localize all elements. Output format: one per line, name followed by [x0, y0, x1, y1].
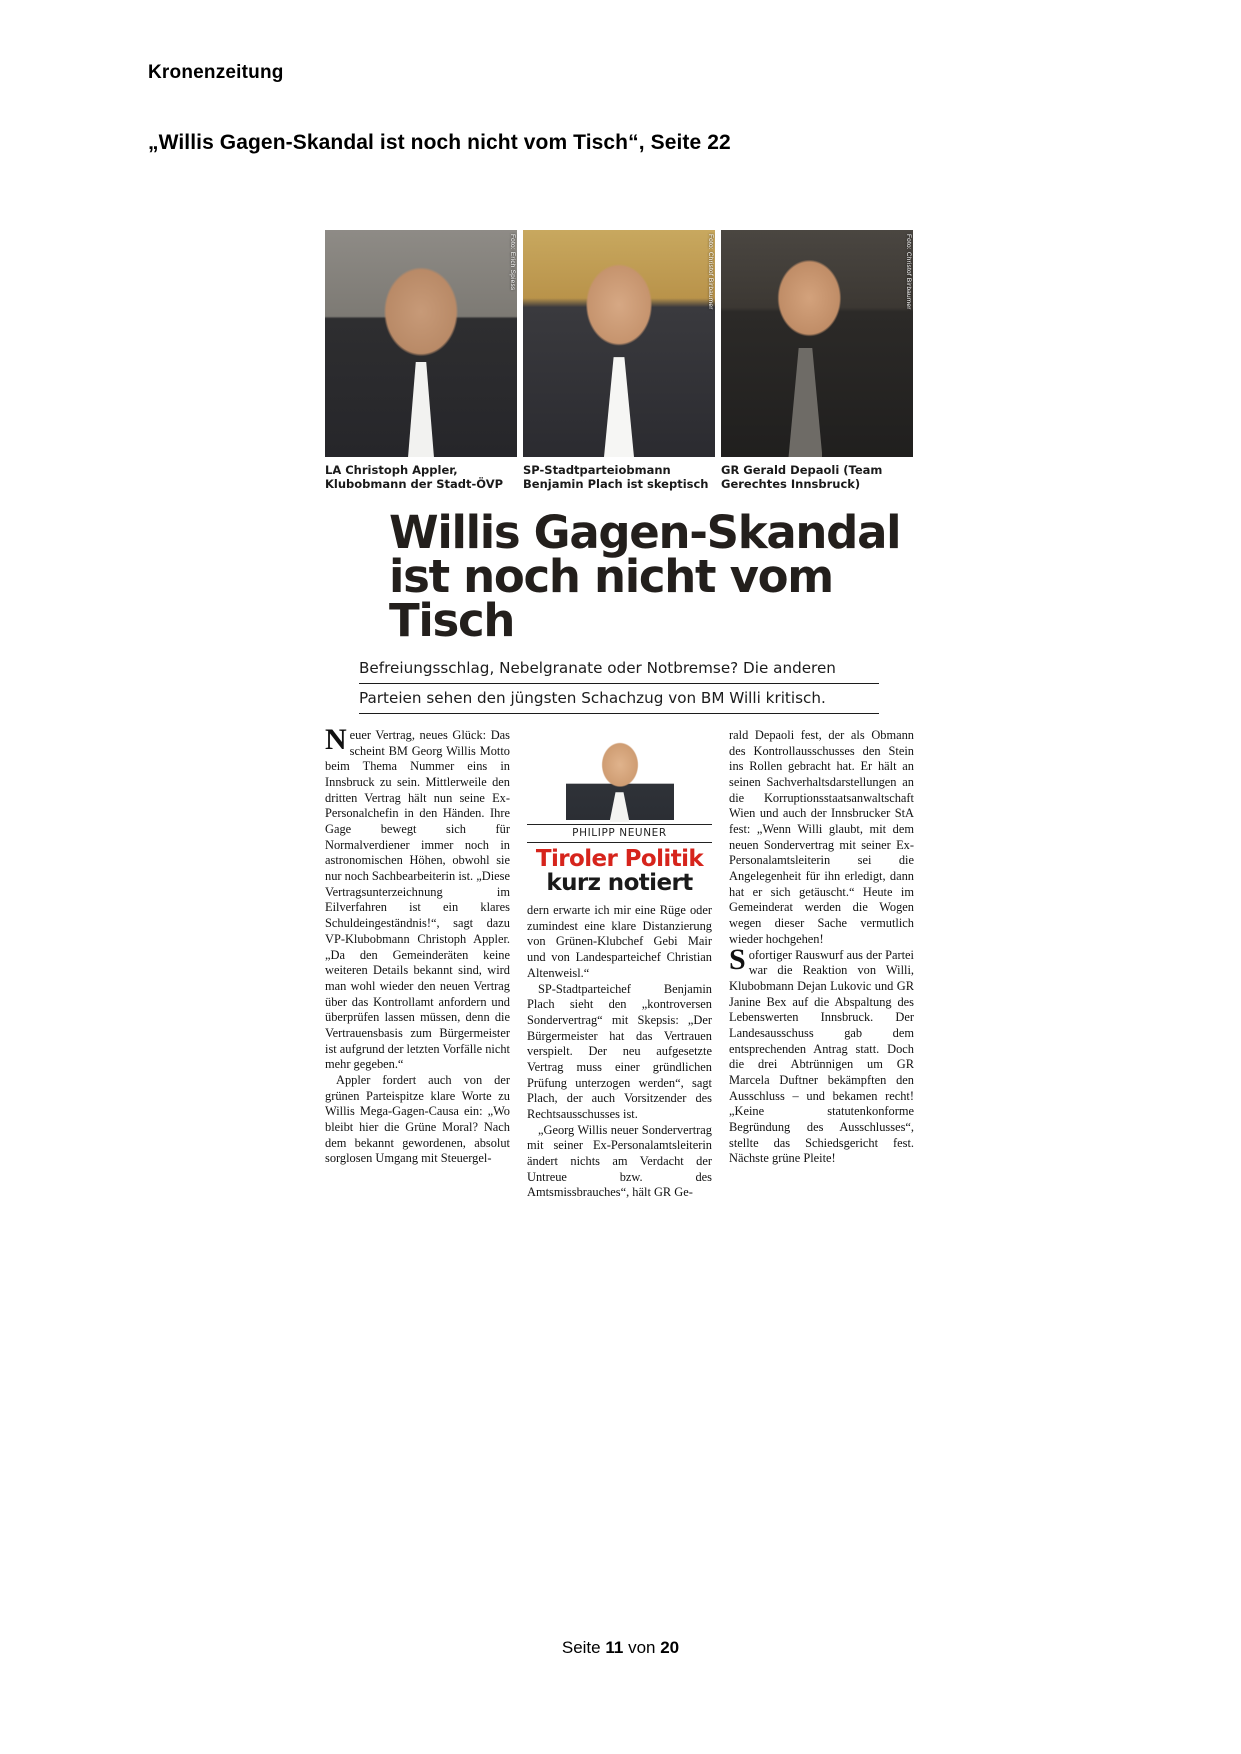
paragraph: rald Depaoli fest, der als Obmann des Kontrollausschusses den Stein ins Rollen gebracht hat. Er hält an seinen Sachverhaltsdarstellungen an die Korruptionsstaatsanwaltschaft Wien und auch der Innsbrucker StA fest: „Wenn Willi glaubt, mit dem neuen Sondervertrag mit seiner Ex-Personalamtsleiterin sei die Angelegenheit für ihn erledigt, dann hat er sich getäuscht.“ Heute im Gemeinderat werden die Wogen wegen dieser Sache vermutlich wieder hochgehen! — [729, 727, 914, 946]
headline-line-2: ist noch nicht vom Tisch — [389, 550, 833, 648]
footer-prefix: Seite — [561, 1638, 601, 1657]
photo-christoph-appler — [325, 230, 517, 457]
article-column-1 — [325, 722, 510, 1201]
column-kicker-red: Tiroler Politik — [535, 846, 704, 873]
author-avatar — [566, 728, 674, 820]
photo-cell — [721, 230, 913, 491]
paragraph: SP-Stadtparteichef Benjamin Plach sieht den „kontroversen Sondervertrag“ mit Skepsis: „Der Bürgermeister hat das Vertrauen verspielt. Der neu aufgesetzte Vertrag muss einer gründlichen Prüfung unterzogen werden“, sagt Plach, der auch Vorsitzender des Rechtsausschusses ist. — [527, 981, 712, 1122]
photo-credit: Foto: Christof Birbaumer — [707, 234, 714, 310]
paragraph: „Georg Willis neuer Sondervertrag mit seiner Ex-Personalamtsleiterin ändert nichts am Verdacht der Untreue bzw. des Amtsmissbrauches“, hält GR Ge- — [527, 1122, 712, 1200]
article-column-2 — [527, 728, 712, 1201]
paragraph: Appler fordert auch von der grünen Parteispitze klare Worte zu Willis Mega-Gagen-Causa ein: „Wo bleibt hier die Grüne Moral? Nach dem bekannt gewordenen, absolut sorglosen Umgang mit Steuergel- — [325, 1073, 510, 1166]
photo-gerald-depaoli — [721, 230, 913, 457]
photo-credit: Foto: Erich Spiess — [509, 234, 516, 291]
column-box — [527, 728, 712, 895]
photo-benjamin-plach — [523, 230, 715, 457]
paragraph: dern erwarte ich mir eine Rüge oder zumindest eine klare Distanzierung von Grünen-Klubchef Gebi Mair und von Landesparteichef Christian Altenweisl.“ — [527, 903, 712, 980]
photo-cell — [325, 230, 517, 491]
headline-line-1: Willis Gagen-Skandal — [389, 506, 901, 560]
article-columns — [325, 722, 915, 1201]
footer-middle: von — [628, 1638, 656, 1657]
footer-page-number: 11 — [605, 1638, 624, 1657]
article-column-3 — [729, 728, 914, 1201]
page-footer — [0, 1638, 1241, 1658]
photo-caption: GR Gerald Depaoli (Team Gerechtes Innsbruck) — [721, 463, 883, 492]
page-title: „Willis Gagen-Skandal ist noch nicht vom Tisch“, Seite 22 — [148, 131, 731, 154]
author-byline: PHILIPP NEUNER — [527, 824, 712, 843]
photo-credit: Foto: Christof Birbaumer — [905, 234, 912, 310]
subhead-line-2: Parteien sehen den jüngsten Schachzug von BM Willi kritisch. — [359, 689, 826, 708]
photo-cell — [523, 230, 715, 491]
photo-caption: SP-Stadtparteiobmann Benjamin Plach ist skeptisch — [523, 463, 709, 492]
column-kicker-black: kurz notiert — [546, 869, 693, 896]
subhead-line-1: Befreiungsschlag, Nebelgranate oder Notbremse? Die anderen — [359, 657, 879, 684]
article-subhead — [359, 657, 879, 714]
paragraph: Neuer Vertrag, neues Glück: Das scheint BM Georg Willis Motto beim Thema Nummer eins in Innsbruck zu sein. Mittlerweile den dritten Vertrag hält nun seine Ex-Personalchefin in den Händen. Ihre Gage bewegt sich für Normalverdiener immer noch in astronomischen Höhen, obwohl sie nur noch Sachbearbeiterin ist. „Diese Vertragsunterzeichnung im Eilverfahren ist ein klares Schuldeingeständnis!“, sagt dazu VP-Klubobmann Christoph Appler. „Da den Gemeinderäten keine weiteren Details bekannt sind, wird man wohl wieder den neuen Vertrag über das Kontrollamt anfordern und überprüfen lassen müssen, denn die Vertrauensbasis zum Bürgermeister ist aufgrund der letzten Vorfälle nicht mehr gegeben.“ — [325, 722, 510, 1072]
footer-total-pages: 20 — [660, 1638, 680, 1657]
newspaper-clipping — [325, 230, 915, 1201]
source-label: Kronenzeitung — [148, 62, 284, 83]
photo-row — [325, 230, 915, 491]
article-headline — [325, 506, 915, 648]
photo-caption: LA Christoph Appler, Klubobmann der Stadt-ÖVP — [325, 463, 504, 492]
paragraph: Sofortiger Rauswurf aus der Partei war die Reaktion von Willi, Klubobmann Dejan Lukovic und GR Janine Bex auf die Abspaltung des Lebenswerten Innsbruck. Der Landesausschuss gab dem entsprechenden Antrag statt. Doch die drei Abtrünnigen um GR Marcela Duftner bekämpften den Ausschluss – und bekamen recht! „Keine statutenkonforme Begründung des Ausschlusses“, stellte das Schiedsgericht fest. Nächste grüne Pleite! — [729, 942, 914, 1166]
